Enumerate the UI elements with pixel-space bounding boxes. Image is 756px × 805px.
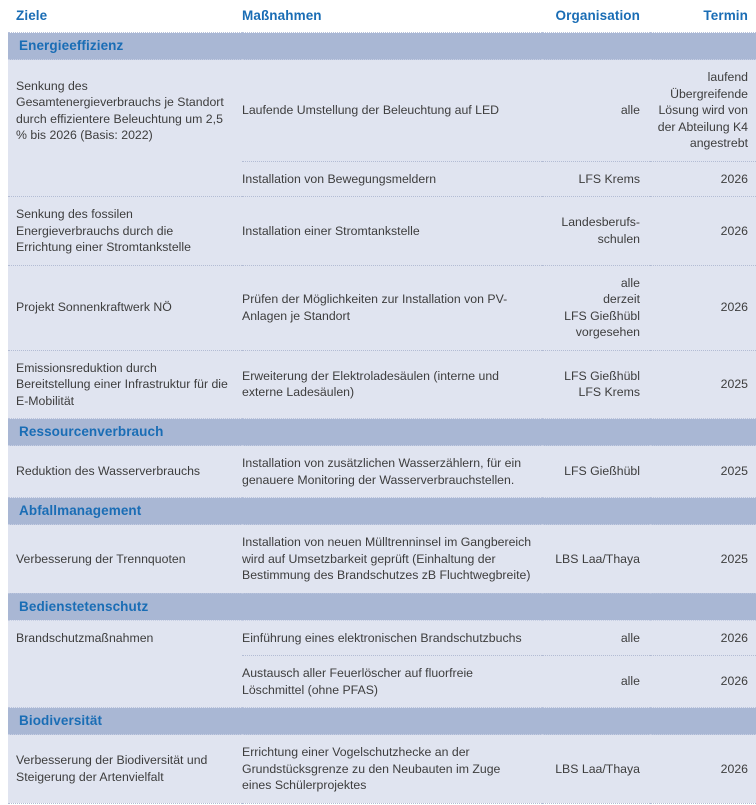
cell-massnahmen: Installation von zusätzlichen Wasserzählern, für ein genauere Monitoring der Wasserverbrauchstellen. bbox=[242, 446, 542, 498]
table-bottom-border-cell bbox=[8, 803, 756, 805]
section-title: Energieeffizienz bbox=[8, 33, 756, 60]
table-row bbox=[8, 656, 756, 708]
table-row bbox=[8, 525, 756, 594]
cell-massnahmen: Errichtung einer Vogelschutzhecke an der Grundstücksgrenze zu den Neubauten im Zuge eines Schülerprojektes bbox=[242, 735, 542, 804]
cell-massnahmen: Installation von neuen Mülltrenninsel im Gangbereich wird auf Umsetzbarkeit geprüft (Einhaltung der Bestimmung des Brandschutzes zB Fluchtwegbreite) bbox=[242, 525, 542, 594]
header-row bbox=[8, 0, 756, 33]
cell-organisation: LFS Krems bbox=[542, 161, 650, 197]
cell-termin: 2026 bbox=[650, 656, 756, 708]
table-row bbox=[8, 161, 756, 197]
cell-organisation: alle bbox=[542, 656, 650, 708]
text-line: Lösung wird von bbox=[658, 103, 748, 117]
cell-massnahmen: Prüfen der Möglichkeiten zur Installation von PV-Anlagen je Standort bbox=[242, 265, 542, 350]
table-row bbox=[8, 197, 756, 266]
cell-ziele bbox=[8, 656, 242, 708]
cell-massnahmen: Laufende Umstellung der Beleuchtung auf LED bbox=[242, 60, 542, 162]
cell-ziele: Senkung des fossilen Energieverbrauchs durch die Errichtung einer Stromtankstelle bbox=[8, 197, 242, 266]
cell-termin: 2025 bbox=[650, 446, 756, 498]
section-title: Ressourcenverbrauch bbox=[8, 419, 756, 446]
cell-massnahmen: Installation einer Stromtankstelle bbox=[242, 197, 542, 266]
cell-organisation: alle bbox=[542, 60, 650, 162]
cell-organisation: LBS Laa/Thaya bbox=[542, 735, 650, 804]
cell-ziele: Emissionsreduktion durch Bereitstellung einer Infrastruktur für die E-Mobilität bbox=[8, 350, 242, 419]
column-header-termin: Termin bbox=[650, 0, 756, 33]
table-row bbox=[8, 265, 756, 350]
table-row bbox=[8, 735, 756, 804]
cell-termin: 2026 bbox=[650, 197, 756, 266]
section-header-row bbox=[8, 593, 756, 620]
table-header bbox=[8, 0, 756, 33]
cell-massnahmen: Erweiterung der Elektroladesäulen (interne und externe Ladesäulen) bbox=[242, 350, 542, 419]
text-line: Übergreifende bbox=[670, 86, 748, 101]
section-header-row bbox=[8, 419, 756, 446]
cell-massnahmen: Einführung eines elektronischen Brandschutzbuchs bbox=[242, 620, 542, 656]
cell-ziele: Brandschutzmaßnahmen bbox=[8, 620, 242, 656]
section-title: Abfallmanagement bbox=[8, 498, 756, 525]
cell-ziele: Senkung des Gesamtenergieverbrauchs je Standort durch effizientere Beleuchtung um 2,5 % bis 2026 (Basis: 2022) bbox=[8, 60, 242, 162]
cell-ziele: Reduktion des Wasserverbrauchs bbox=[8, 446, 242, 498]
cell-ziele bbox=[8, 161, 242, 197]
table-row bbox=[8, 60, 756, 162]
cell-ziele: Verbesserung der Biodiversität und Steigerung der Artenvielfalt bbox=[8, 735, 242, 804]
section-header-row bbox=[8, 33, 756, 60]
cell-ziele: Projekt Sonnenkraftwerk NÖ bbox=[8, 265, 242, 350]
text-line: laufend bbox=[707, 70, 748, 84]
cell-organisation: alle bbox=[542, 620, 650, 656]
cell-termin: 2026 bbox=[650, 735, 756, 804]
text-line: Landesberufs- bbox=[561, 215, 640, 230]
cell-ziele: Verbesserung der Trennquoten bbox=[8, 525, 242, 594]
cell-termin: 2026 bbox=[650, 265, 756, 350]
cell-termin bbox=[650, 60, 756, 162]
text-line: derzeit bbox=[603, 292, 640, 306]
cell-termin: 2025 bbox=[650, 350, 756, 419]
text-line: schulen bbox=[597, 231, 640, 246]
text-line: alle bbox=[620, 275, 640, 290]
section-title: Biodiversität bbox=[8, 708, 756, 735]
table-row bbox=[8, 446, 756, 498]
section-header-row bbox=[8, 498, 756, 525]
cell-organisation bbox=[542, 265, 650, 350]
text-line: vorgesehen bbox=[575, 325, 640, 339]
table-body bbox=[8, 33, 756, 805]
text-line: angestrebt bbox=[689, 136, 748, 150]
cell-organisation bbox=[542, 350, 650, 419]
table-row bbox=[8, 620, 756, 656]
text-line: LFS Gießhübl bbox=[564, 368, 640, 383]
text-line: LFS Gießhübl bbox=[564, 308, 640, 323]
cell-termin: 2026 bbox=[650, 161, 756, 197]
cell-termin: 2025 bbox=[650, 525, 756, 594]
text-line: der Abteilung K4 bbox=[657, 119, 748, 134]
cell-organisation bbox=[542, 197, 650, 266]
table-row bbox=[8, 350, 756, 419]
section-title: Bedienstetenschutz bbox=[8, 593, 756, 620]
goals-table bbox=[8, 0, 756, 805]
table-bottom-border bbox=[8, 803, 756, 805]
cell-massnahmen: Austausch aller Feuerlöscher auf fluorfreie Löschmittel (ohne PFAS) bbox=[242, 656, 542, 708]
cell-organisation: LFS Gießhübl bbox=[542, 446, 650, 498]
cell-massnahmen: Installation von Bewegungsmeldern bbox=[242, 161, 542, 197]
column-header-organisation: Organisation bbox=[542, 0, 650, 33]
cell-termin: 2026 bbox=[650, 620, 756, 656]
column-header-massnahmen: Maßnahmen bbox=[242, 0, 542, 33]
column-header-ziele: Ziele bbox=[8, 0, 242, 33]
section-header-row bbox=[8, 708, 756, 735]
cell-organisation: LBS Laa/Thaya bbox=[542, 525, 650, 594]
text-line: LFS Krems bbox=[578, 385, 640, 400]
